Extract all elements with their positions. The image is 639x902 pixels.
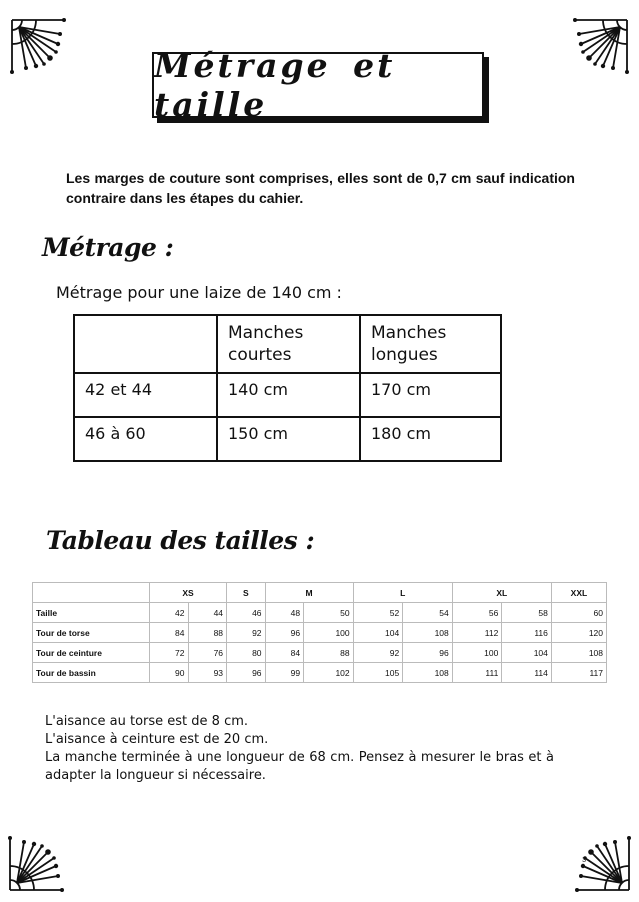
table-cell: 50 bbox=[304, 603, 354, 623]
table-cell: 120 bbox=[551, 623, 606, 643]
table-cell: 46 bbox=[227, 603, 266, 623]
table-cell: 99 bbox=[265, 663, 304, 683]
table-cell: 54 bbox=[403, 603, 453, 623]
table-cell: 105 bbox=[353, 663, 403, 683]
table-cell: 102 bbox=[304, 663, 354, 683]
table-cell: 100 bbox=[452, 643, 502, 663]
table-row bbox=[33, 623, 607, 643]
table-cell: 111 bbox=[452, 663, 502, 683]
table-cell: 44 bbox=[188, 603, 227, 623]
table-cell: 48 bbox=[265, 603, 304, 623]
table-cell: 114 bbox=[502, 663, 552, 683]
table-cell: 112 bbox=[452, 623, 502, 643]
table-row bbox=[33, 663, 607, 683]
table-cell: 90 bbox=[150, 663, 189, 683]
table-cell: 56 bbox=[452, 603, 502, 623]
table-cell: 60 bbox=[551, 603, 606, 623]
size-header-cell: S bbox=[227, 583, 266, 603]
table-cell: 108 bbox=[403, 663, 453, 683]
notes-block bbox=[45, 713, 554, 785]
table-cell: 76 bbox=[188, 643, 227, 663]
table-cell: 96 bbox=[403, 643, 453, 663]
size-header-cell: XS bbox=[150, 583, 227, 603]
table-row bbox=[74, 315, 501, 373]
table-cell: 96 bbox=[265, 623, 304, 643]
table-cell: 92 bbox=[227, 623, 266, 643]
table-cell: 88 bbox=[304, 643, 354, 663]
table-row bbox=[74, 373, 501, 417]
table-cell: 72 bbox=[150, 643, 189, 663]
table-cell: 140 cm bbox=[217, 373, 360, 417]
table-cell: 100 bbox=[304, 623, 354, 643]
metrage-heading: Métrage : bbox=[42, 233, 174, 262]
table-cell bbox=[33, 583, 150, 603]
table-cell: 150 cm bbox=[217, 417, 360, 461]
corner-ornament-icon bbox=[569, 14, 633, 78]
table-cell: 84 bbox=[150, 623, 189, 643]
size-header-cell: XL bbox=[452, 583, 551, 603]
table-row bbox=[33, 603, 607, 623]
corner-ornament-icon bbox=[6, 14, 70, 78]
table-cell: 180 cm bbox=[360, 417, 501, 461]
note-line: La manche terminée à une longueur de 68 cm. Pensez à mesurer le bras et à adapter la longueur si nécessaire. bbox=[45, 750, 554, 783]
table-header-cell: Manches longues bbox=[360, 315, 501, 373]
table-row bbox=[33, 583, 607, 603]
tableau-heading: Tableau des tailles : bbox=[46, 526, 315, 555]
table-cell: 108 bbox=[403, 623, 453, 643]
row-label: Tour de torse bbox=[33, 623, 150, 643]
page-title: Métrage et taille bbox=[154, 46, 396, 124]
note-line: L'aisance à ceinture est de 20 cm. bbox=[45, 732, 269, 747]
size-table bbox=[32, 582, 607, 683]
size-header-cell: M bbox=[265, 583, 353, 603]
row-label: Tour de ceinture bbox=[33, 643, 150, 663]
intro-paragraph: Les marges de couture sont comprises, elles sont de 0,7 cm sauf indication contraire dans les étapes du cahier. bbox=[66, 170, 575, 206]
table-cell: 117 bbox=[551, 663, 606, 683]
table-cell: 42 et 44 bbox=[74, 373, 217, 417]
table-cell: 58 bbox=[502, 603, 552, 623]
size-header-cell: XXL bbox=[551, 583, 606, 603]
table-cell: 46 à 60 bbox=[74, 417, 217, 461]
table-cell: 88 bbox=[188, 623, 227, 643]
table-cell: 42 bbox=[150, 603, 189, 623]
table-cell: 104 bbox=[502, 643, 552, 663]
row-label: Taille bbox=[33, 603, 150, 623]
corner-ornament-icon bbox=[571, 832, 635, 896]
table-cell: 92 bbox=[353, 643, 403, 663]
table-header-cell: Manches courtes bbox=[217, 315, 360, 373]
table-cell: 80 bbox=[227, 643, 266, 663]
laize-text: Métrage pour une laize de 140 cm : bbox=[56, 283, 342, 302]
table-cell: 84 bbox=[265, 643, 304, 663]
table-cell: 52 bbox=[353, 603, 403, 623]
note-line: L'aisance au torse est de 8 cm. bbox=[45, 714, 249, 729]
table-cell: 108 bbox=[551, 643, 606, 663]
table-cell: 96 bbox=[227, 663, 266, 683]
corner-ornament-icon bbox=[4, 832, 68, 896]
table-cell: 93 bbox=[188, 663, 227, 683]
table-row bbox=[74, 417, 501, 461]
row-label: Tour de bassin bbox=[33, 663, 150, 683]
page-number: 3 bbox=[582, 857, 586, 864]
table-cell bbox=[74, 315, 217, 373]
page-title-box bbox=[152, 46, 484, 124]
table-cell: 170 cm bbox=[360, 373, 501, 417]
size-header-cell: L bbox=[353, 583, 452, 603]
table-cell: 104 bbox=[353, 623, 403, 643]
metrage-table bbox=[73, 314, 502, 462]
table-cell: 116 bbox=[502, 623, 552, 643]
table-row bbox=[33, 643, 607, 663]
